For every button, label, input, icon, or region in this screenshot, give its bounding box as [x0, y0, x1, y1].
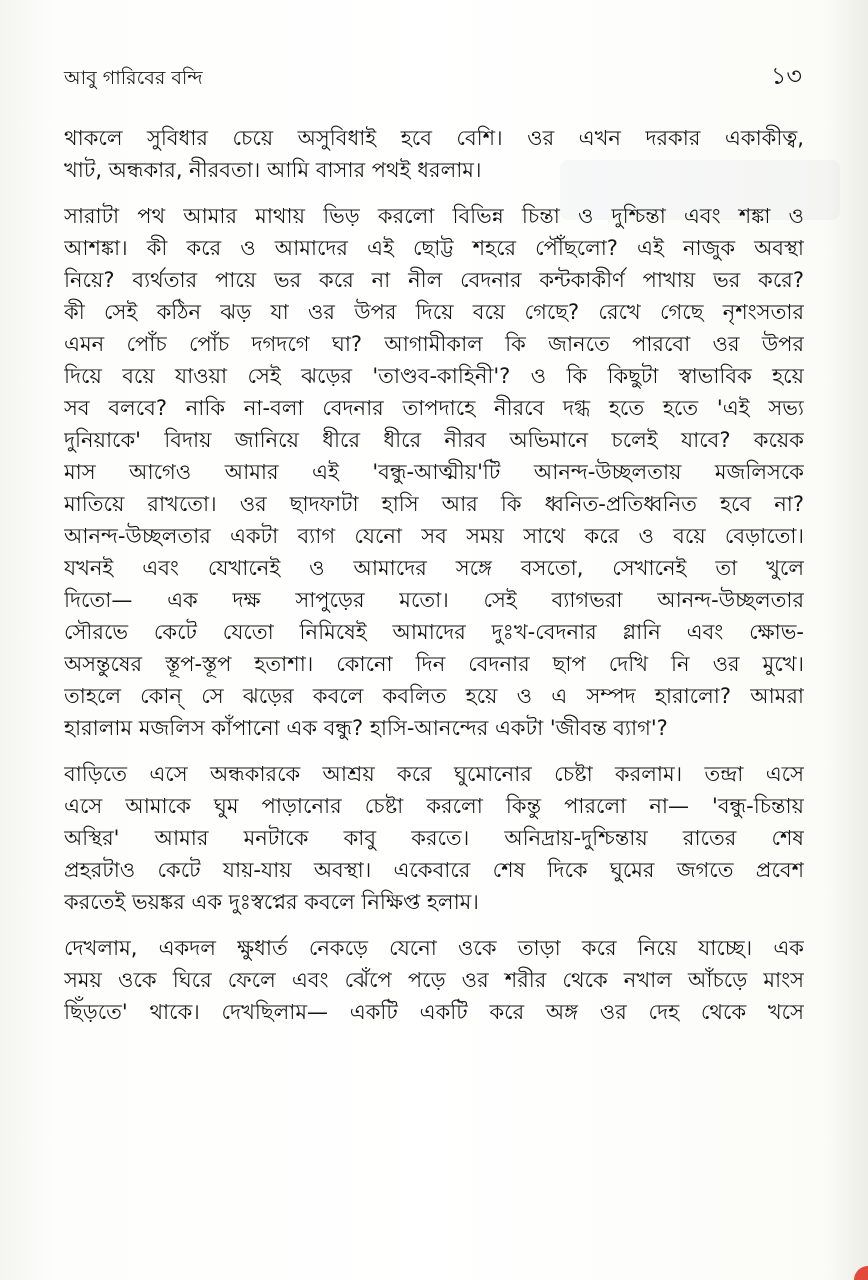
text-line: করতেই ভয়ঙ্কর এক দুঃস্বপ্নের কবলে নিক্ষিপ্ত হলাম। [64, 890, 479, 914]
text-line: সব বলবে? নাকি না-বলা বেদনার তাপদাহে নীরবে দগ্ধ হতে হতে 'এই সভ্য [64, 396, 804, 420]
text-line: আশঙ্কা। কী করে ও আমাদের এই ছোট্ট শহরে পৌঁছলো? এই নাজুক অবস্থা [64, 236, 804, 260]
text-line: দিতো— এক দক্ষ সাপুড়ের মতো। সেই ব্যাগভরা আনন্দ-উচ্ছলতার [64, 588, 804, 612]
text-line: ছিঁড়তে' থাকে। দেখছিলাম— একটি একটি করে অঙ্গ ওর দেহ থেকে খসে [64, 1000, 804, 1024]
text-line: তাহলে কোন্ সে ঝড়ের কবলে কবলিত হয়ে ও এ সম্পদ হারালো? আমরা [64, 684, 804, 708]
text-line: দুনিয়াকে' বিদায় জানিয়ে ধীরে ধীরে নীরব অভিমানে চলেই যাবে? কয়েক [64, 428, 804, 452]
text-line: মাতিয়ে রাখতো। ওর ছাদফাটা হাসি আর কি ধ্বনিত-প্রতিধ্বনিত হবে না? [64, 492, 804, 516]
text-line: এমন পোঁচ পোঁচ দগদগে ঘা? আগামীকাল কি জানতে পারবো ওর উপর [64, 332, 804, 356]
text-line: এসে আমাকে ঘুম পাড়ানোর চেষ্টা করলো কিন্তু পারলো না— 'বন্ধু-চিন্তায় [64, 794, 804, 818]
body-text [64, 122, 804, 1042]
paragraph [64, 932, 804, 1028]
paragraph [64, 200, 804, 744]
paragraph [64, 122, 804, 186]
paragraph [64, 758, 804, 918]
text-line: বাড়িতে এসে অন্ধকারকে আশ্রয় করে ঘুমোনোর চেষ্টা করলাম। তন্দ্রা এসে [64, 762, 804, 786]
text-line: অস্থির' আমার মনটাকে কাবু করতে। অনিদ্রায়-দুশ্চিন্তায় রাতের শেষ [64, 826, 804, 850]
text-line: থাকলে সুবিধার চেয়ে অসুবিধাই হবে বেশি। ওর এখন দরকার একাকীত্ব, [64, 126, 804, 150]
text-line: সৌরভে কেটে যেতো নিমিষেই আমাদের দুঃখ-বেদনার গ্লানি এবং ক্ষোভ- [64, 620, 804, 644]
corner-mark [854, 1266, 868, 1280]
text-line: দেখলাম, একদল ক্ষুধার্ত নেকড়ে যেনো ওকে তাড়া করে নিয়ে যাচ্ছে। এক [64, 936, 804, 960]
text-line: অসন্তুষের স্তূপ-স্তূপ হতাশা। কোনো দিন বেদনার ছাপ দেখি নি ওর মুখে। [64, 652, 804, 676]
page-number: ১৩ [770, 62, 802, 90]
text-line: হারালাম মজলিস কাঁপানো এক বন্ধু? হাসি-আনন্দের একটা 'জীবন্ত ব্যাগ'? [64, 716, 668, 740]
text-line: খাট, অন্ধকার, নীরবতা। আমি বাসার পথই ধরলাম। [64, 158, 482, 182]
text-line: প্রহরটাও কেটে যায়-যায় অবস্থা। একেবারে শেষ দিকে ঘুমের জগতে প্রবেশ [64, 858, 804, 882]
text-line: মাস আগেও আমার এই 'বন্ধু-আত্মীয়'টি আনন্দ-উচ্ছলতায় মজলিসকে [64, 460, 804, 484]
text-line: দিয়ে বয়ে যাওয়া সেই ঝড়ের 'তাণ্ডব-কাহিনী'? ও কি কিছুটা স্বাভাবিক হয়ে [64, 364, 804, 388]
text-line: কী সেই কঠিন ঝড় যা ওর উপর দিয়ে বয়ে গেছে? রেখে গেছে নৃশংসতার [64, 300, 804, 324]
text-line: যখনই এবং যেখানেই ও আমাদের সঙ্গে বসতো, সেখানেই তা খুলে [64, 556, 804, 580]
text-line: নিয়ে? ব্যর্থতার পায়ে ভর করে না নীল বেদনার কন্টকাকীর্ণ পাখায় ভর করে? [64, 268, 804, 292]
text-line: সময় ওকে ঘিরে ফেলে এবং ঝেঁপে পড়ে ওর শরীর থেকে নখাল আঁচড়ে মাংস [64, 968, 804, 992]
running-title: আবু গারিবের বন্দি [64, 67, 203, 89]
text-line: সারাটা পথ আমার মাথায় ভিড় করলো বিভিন্ন চিন্তা ও দুশ্চিন্তা এবং শঙ্কা ও [64, 204, 804, 228]
text-line: আনন্দ-উচ্ছলতার একটা ব্যাগ যেনো সব সময় সাথে করে ও বয়ে বেড়াতো। [64, 524, 804, 548]
